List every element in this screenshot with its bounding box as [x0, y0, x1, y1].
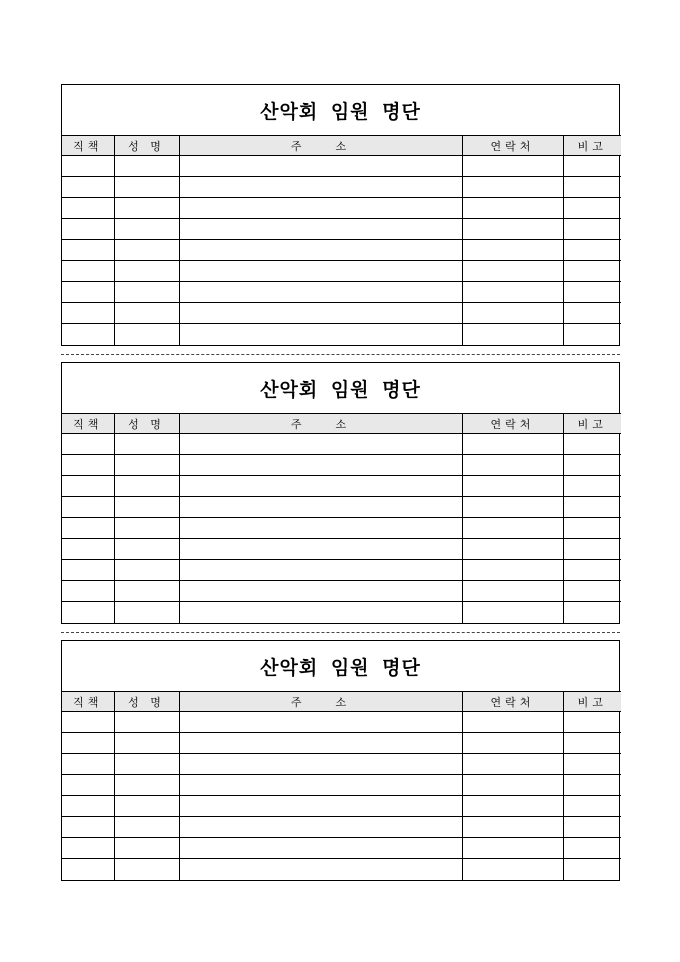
cell-address[interactable]: [179, 476, 462, 497]
cell-contact[interactable]: [462, 775, 563, 796]
cell-contact[interactable]: [462, 303, 563, 324]
cell-position[interactable]: [62, 602, 114, 623]
cell-remarks[interactable]: [563, 602, 621, 623]
cell-name[interactable]: [114, 434, 179, 455]
table-body: [62, 434, 621, 623]
cell-address[interactable]: [179, 240, 462, 261]
table-row: [62, 497, 621, 518]
cell-remarks[interactable]: [563, 156, 621, 177]
cell-address[interactable]: [179, 324, 462, 345]
table-row: [62, 303, 621, 324]
cell-position[interactable]: [62, 560, 114, 581]
cell-address[interactable]: [179, 455, 462, 476]
cell-name[interactable]: [114, 324, 179, 345]
cell-address[interactable]: [179, 219, 462, 240]
cell-address[interactable]: [179, 261, 462, 282]
cell-position[interactable]: [62, 518, 114, 539]
table-row: [62, 455, 621, 476]
column-header-position: 직책: [62, 414, 114, 434]
cell-remarks[interactable]: [563, 219, 621, 240]
cell-contact[interactable]: [462, 539, 563, 560]
cut-line: [61, 354, 620, 355]
table-row: [62, 560, 621, 581]
cell-name[interactable]: [114, 733, 179, 754]
table-row: [62, 754, 621, 775]
column-header-name: 성 명: [114, 692, 179, 712]
cell-name[interactable]: [114, 518, 179, 539]
cell-position[interactable]: [62, 796, 114, 817]
cell-name[interactable]: [114, 455, 179, 476]
cell-contact[interactable]: [462, 240, 563, 261]
cell-name[interactable]: [114, 219, 179, 240]
cell-position[interactable]: [62, 497, 114, 518]
cell-remarks[interactable]: [563, 261, 621, 282]
cell-address[interactable]: [179, 560, 462, 581]
cell-remarks[interactable]: [563, 455, 621, 476]
header-row: [62, 692, 621, 712]
cell-remarks[interactable]: [563, 518, 621, 539]
table-row: [62, 733, 621, 754]
header-row: [62, 136, 621, 156]
cell-name[interactable]: [114, 602, 179, 623]
cell-remarks[interactable]: [563, 733, 621, 754]
cell-contact[interactable]: [462, 602, 563, 623]
cell-remarks[interactable]: [563, 303, 621, 324]
cell-address[interactable]: [179, 796, 462, 817]
cell-name[interactable]: [114, 539, 179, 560]
cell-name[interactable]: [114, 754, 179, 775]
table-row: [62, 859, 621, 880]
cut-line: [61, 632, 620, 633]
cell-address[interactable]: [179, 282, 462, 303]
cell-position[interactable]: [62, 156, 114, 177]
cell-remarks[interactable]: [563, 817, 621, 838]
cell-name[interactable]: [114, 156, 179, 177]
table-row: [62, 434, 621, 455]
cell-remarks[interactable]: [563, 282, 621, 303]
cell-remarks[interactable]: [563, 859, 621, 880]
column-header-contact: 연락처: [462, 692, 563, 712]
cell-contact[interactable]: [462, 859, 563, 880]
column-header-name: 성 명: [114, 414, 179, 434]
cell-name[interactable]: [114, 775, 179, 796]
table-row: [62, 177, 621, 198]
column-header-name: 성 명: [114, 136, 179, 156]
cell-contact[interactable]: [462, 518, 563, 539]
cell-contact[interactable]: [462, 712, 563, 733]
cell-position[interactable]: [62, 539, 114, 560]
cell-name[interactable]: [114, 198, 179, 219]
cell-contact[interactable]: [462, 754, 563, 775]
cell-remarks[interactable]: [563, 838, 621, 859]
cell-remarks[interactable]: [563, 497, 621, 518]
table-row: [62, 539, 621, 560]
cell-address[interactable]: [179, 775, 462, 796]
cell-address[interactable]: [179, 602, 462, 623]
cell-address[interactable]: [179, 581, 462, 602]
cell-contact[interactable]: [462, 838, 563, 859]
roster-form-1: [61, 84, 620, 346]
cell-remarks[interactable]: [563, 712, 621, 733]
cell-contact[interactable]: [462, 156, 563, 177]
cell-contact[interactable]: [462, 261, 563, 282]
cell-position[interactable]: [62, 219, 114, 240]
table-row: [62, 581, 621, 602]
column-header-remarks: 비고: [563, 692, 621, 712]
cell-position[interactable]: [62, 240, 114, 261]
cell-position[interactable]: [62, 177, 114, 198]
cell-position[interactable]: [62, 303, 114, 324]
table-body: [62, 712, 621, 880]
cell-position[interactable]: [62, 859, 114, 880]
form-title: 산악회 임원 명단: [260, 100, 421, 123]
roster-form-3: [61, 640, 620, 881]
cell-name[interactable]: [114, 560, 179, 581]
cell-remarks[interactable]: [563, 240, 621, 261]
cell-address[interactable]: [179, 838, 462, 859]
column-header-remarks: 비고: [563, 414, 621, 434]
column-header-position: 직책: [62, 692, 114, 712]
cell-address[interactable]: [179, 518, 462, 539]
cell-name[interactable]: [114, 838, 179, 859]
cell-address[interactable]: [179, 198, 462, 219]
cell-address[interactable]: [179, 156, 462, 177]
cell-position[interactable]: [62, 261, 114, 282]
cell-remarks[interactable]: [563, 754, 621, 775]
cell-position[interactable]: [62, 434, 114, 455]
cell-contact[interactable]: [462, 476, 563, 497]
cell-position[interactable]: [62, 733, 114, 754]
table-body: [62, 156, 621, 345]
cell-contact[interactable]: [462, 434, 563, 455]
table-row: [62, 518, 621, 539]
cell-address[interactable]: [179, 859, 462, 880]
cell-position[interactable]: [62, 581, 114, 602]
header-row: [62, 414, 621, 434]
table-row: [62, 156, 621, 177]
cell-remarks[interactable]: [563, 796, 621, 817]
cell-position[interactable]: [62, 198, 114, 219]
cell-address[interactable]: [179, 177, 462, 198]
cell-position[interactable]: [62, 282, 114, 303]
cell-position[interactable]: [62, 754, 114, 775]
cell-contact[interactable]: [462, 282, 563, 303]
cell-name[interactable]: [114, 859, 179, 880]
cell-name[interactable]: [114, 712, 179, 733]
cell-remarks[interactable]: [563, 198, 621, 219]
cell-address[interactable]: [179, 754, 462, 775]
cell-remarks[interactable]: [563, 560, 621, 581]
roster-table: [62, 135, 621, 345]
cell-name[interactable]: [114, 177, 179, 198]
cell-contact[interactable]: [462, 455, 563, 476]
cell-address[interactable]: [179, 733, 462, 754]
cell-name[interactable]: [114, 497, 179, 518]
cell-address[interactable]: [179, 434, 462, 455]
column-header-contact: 연락처: [462, 136, 563, 156]
cell-address[interactable]: [179, 712, 462, 733]
cell-name[interactable]: [114, 581, 179, 602]
cell-remarks[interactable]: [563, 775, 621, 796]
cell-contact[interactable]: [462, 177, 563, 198]
cell-contact[interactable]: [462, 324, 563, 345]
cell-name[interactable]: [114, 476, 179, 497]
cell-contact[interactable]: [462, 198, 563, 219]
cell-name[interactable]: [114, 817, 179, 838]
roster-form-2: [61, 362, 620, 624]
cell-contact[interactable]: [462, 733, 563, 754]
table-row: [62, 261, 621, 282]
column-header-remarks: 비고: [563, 136, 621, 156]
table-row: [62, 712, 621, 733]
cell-contact[interactable]: [462, 796, 563, 817]
cell-contact[interactable]: [462, 560, 563, 581]
table-row: [62, 796, 621, 817]
table-row: [62, 775, 621, 796]
column-header-contact: 연락처: [462, 414, 563, 434]
form-title: 산악회 임원 명단: [260, 378, 421, 401]
table-row: [62, 198, 621, 219]
cell-remarks[interactable]: [563, 581, 621, 602]
cell-name[interactable]: [114, 261, 179, 282]
cell-remarks[interactable]: [563, 476, 621, 497]
roster-table: [62, 413, 621, 623]
cell-contact[interactable]: [462, 497, 563, 518]
column-header-address: 주 소: [179, 692, 462, 712]
cell-position[interactable]: [62, 775, 114, 796]
column-header-address: 주 소: [179, 414, 462, 434]
table-row: [62, 817, 621, 838]
cell-contact[interactable]: [462, 817, 563, 838]
roster-table: [62, 691, 621, 880]
form-title: 산악회 임원 명단: [260, 656, 421, 679]
table-row: [62, 240, 621, 261]
cell-remarks[interactable]: [563, 539, 621, 560]
cell-name[interactable]: [114, 303, 179, 324]
cell-position[interactable]: [62, 712, 114, 733]
table-row: [62, 476, 621, 497]
cell-position[interactable]: [62, 838, 114, 859]
cell-name[interactable]: [114, 282, 179, 303]
cell-position[interactable]: [62, 476, 114, 497]
cell-address[interactable]: [179, 817, 462, 838]
column-header-address: 주 소: [179, 136, 462, 156]
cell-contact[interactable]: [462, 581, 563, 602]
table-row: [62, 838, 621, 859]
cell-remarks[interactable]: [563, 177, 621, 198]
cell-contact[interactable]: [462, 219, 563, 240]
cell-position[interactable]: [62, 817, 114, 838]
cell-remarks[interactable]: [563, 324, 621, 345]
cell-remarks[interactable]: [563, 434, 621, 455]
table-row: [62, 324, 621, 345]
column-header-position: 직책: [62, 136, 114, 156]
cell-position[interactable]: [62, 324, 114, 345]
cell-name[interactable]: [114, 796, 179, 817]
table-row: [62, 282, 621, 303]
table-row: [62, 219, 621, 240]
cell-position[interactable]: [62, 455, 114, 476]
cell-address[interactable]: [179, 497, 462, 518]
table-row: [62, 602, 621, 623]
cell-address[interactable]: [179, 539, 462, 560]
cell-address[interactable]: [179, 303, 462, 324]
cell-name[interactable]: [114, 240, 179, 261]
